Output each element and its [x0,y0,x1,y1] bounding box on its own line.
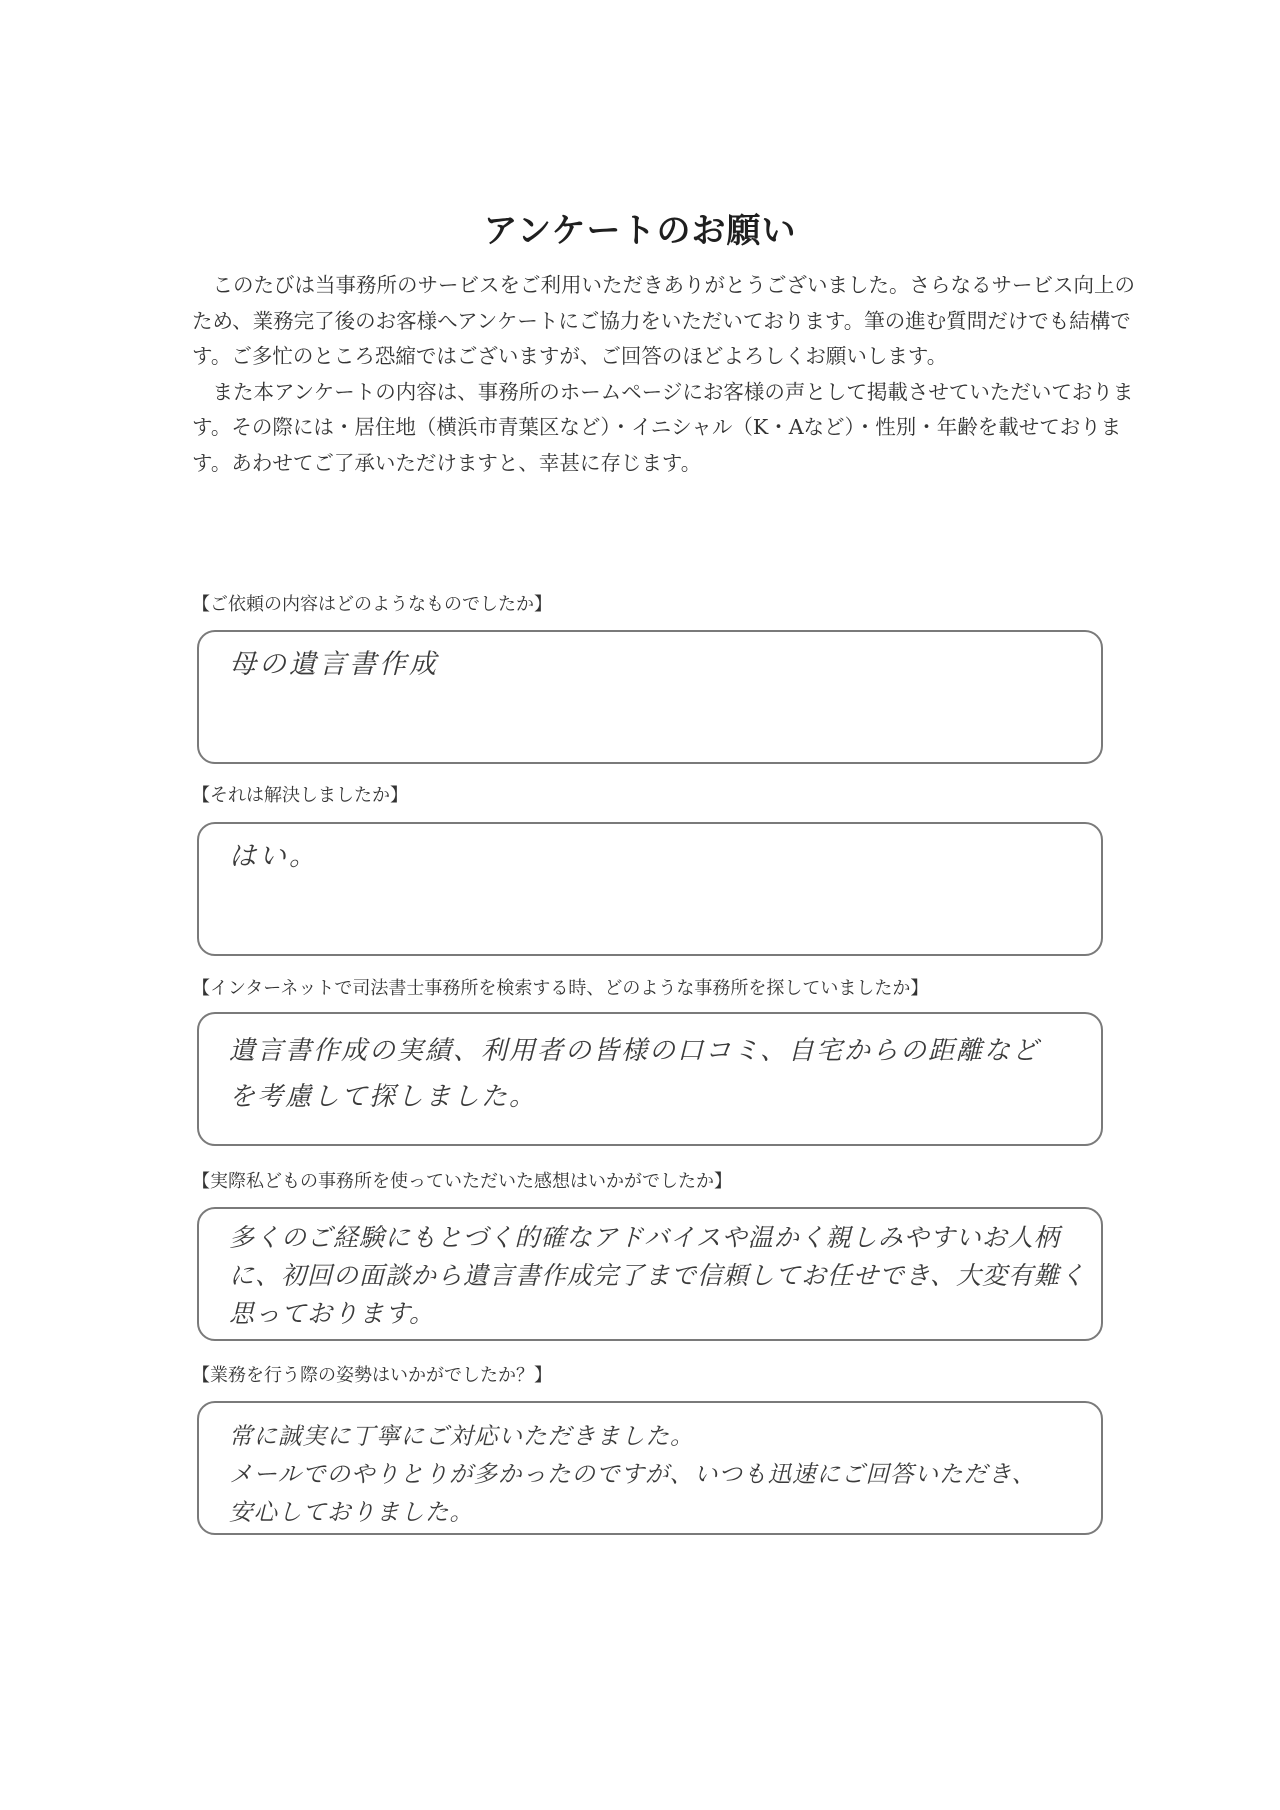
answer-line: を考慮して探しました。 [229,1082,538,1112]
answer-line: 遺言書作成の実績、利用者の皆様の口コミ、自宅からの距離など [229,1036,1040,1066]
intro-paragraph-1: このたびは当事務所のサービスをご利用いただきありがとうございました。さらなるサービス向上のため、業務完了後のお客様へアンケートにご協力をいただいております。筆の進む質問だけでも結構です。ご多忙のところ恐縮ではございますが、ご回答のほどよろしくお願いします。 [192,273,1135,368]
intro-paragraph-2: また本アンケートの内容は、事務所のホームページにお客様の声として掲載させていただいております。その際には・居住地（横浜市青葉区など）・イニシャル（K・Aなど）・性別・年齢を載せております。あわせてご了承いただけますと、幸甚に存じます。 [192,379,1134,475]
answer-line: 安心しておりました。 [229,1498,474,1526]
page-title: アンケートのお願い [483,211,797,251]
answer-box-resolved [197,822,1103,956]
question-label-request: 【ご依頼の内容はどのようなものでしたか】 [192,594,552,615]
answer-line: はい。 [229,841,319,872]
answer-box-attitude [197,1401,1103,1535]
question-label-resolved: 【それは解決しましたか】 [192,785,408,806]
answer-box-request [197,630,1103,764]
question-label-search-criteria: 【インターネットで司法書士事務所を検索する時、どのような事務所を探していましたか】 [192,978,929,999]
answer-box-impressions [197,1207,1103,1341]
answer-line: メールでのやりとりが多かったのですが、いつも迅速にご回答いただき、 [229,1460,1037,1488]
answer-line: 多くのご経験にもとづく的確なアドバイスや温かく親しみやすいお人柄 [229,1223,1060,1252]
answer-line: 常に誠実に丁寧にご対応いただきました。 [229,1422,695,1450]
answer-box-search-criteria [197,1012,1103,1146]
intro-text [192,268,1136,481]
question-label-attitude: 【業務を行う際の姿勢はいかがでしたか？】 [192,1365,552,1386]
answer-line: 母の遺言書作成 [229,649,439,680]
question-label-impressions: 【実際私どもの事務所を使っていただいた感想はいかがでしたか】 [192,1171,732,1192]
answer-line: に、初回の面談から遺言書作成完了まで信頼してお任せでき、大変有難く [229,1261,1087,1290]
answer-line: 思っております。 [229,1299,436,1328]
